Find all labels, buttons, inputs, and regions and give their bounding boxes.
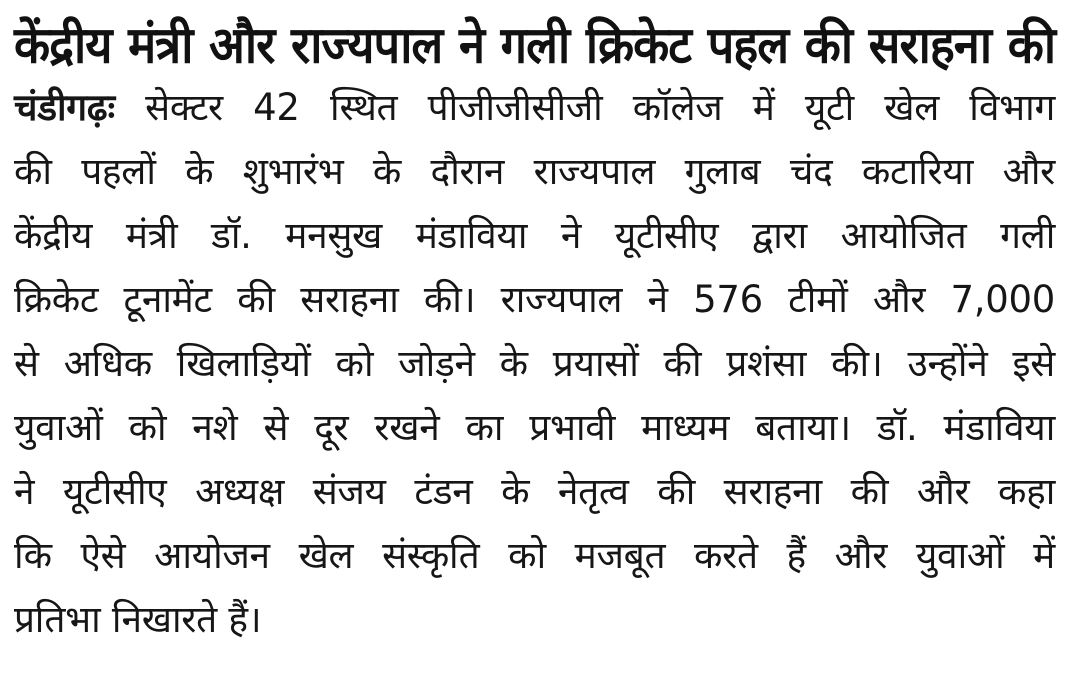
body-line-5: से अधिक खिलाड़ियों को जोड़ने के प्रयासों की प्रशंसा की। उन्होंने इसे xyxy=(14,342,1055,385)
body-line-6: युवाओं को नशे से दूर रखने का प्रभावी माध्यम बताया। डॉ. मंडाविया xyxy=(14,406,1055,449)
body-line-1 xyxy=(14,76,1055,140)
first-line-text: सेक्टर 42 स्थित पीजीजीसीजी कॉलेज में यूटी खेल विभाग xyxy=(114,86,1055,129)
body-line-9: प्रतिभा निखारते हैं। xyxy=(14,598,262,641)
body-line-2: की पहलों के शुभारंभ के दौरान राज्यपाल गुलाब चंद कटारिया और xyxy=(14,150,1055,193)
article-body xyxy=(14,76,1055,652)
body-line-8: कि ऐसे आयोजन खेल संस्कृति को मजबूत करते हैं और युवाओं में xyxy=(14,534,1055,577)
dateline: चंडीगढ़ः xyxy=(14,86,115,129)
body-line-7: ने यूटीसीए अध्यक्ष संजय टंडन के नेतृत्व की सराहना की और कहा xyxy=(14,470,1055,513)
headline: केंद्रीय मंत्री और राज्यपाल ने गली क्रिकेट पहल की सराहना की xyxy=(14,16,1055,76)
body-line-4: क्रिकेट टूनामेंट की सराहना की। राज्यपाल ने 576 टीमों और 7,000 xyxy=(14,278,1055,321)
body-line-3: केंद्रीय मंत्री डॉ. मनसुख मंडाविया ने यूटीसीए द्वारा आयोजित गली xyxy=(14,214,1055,257)
